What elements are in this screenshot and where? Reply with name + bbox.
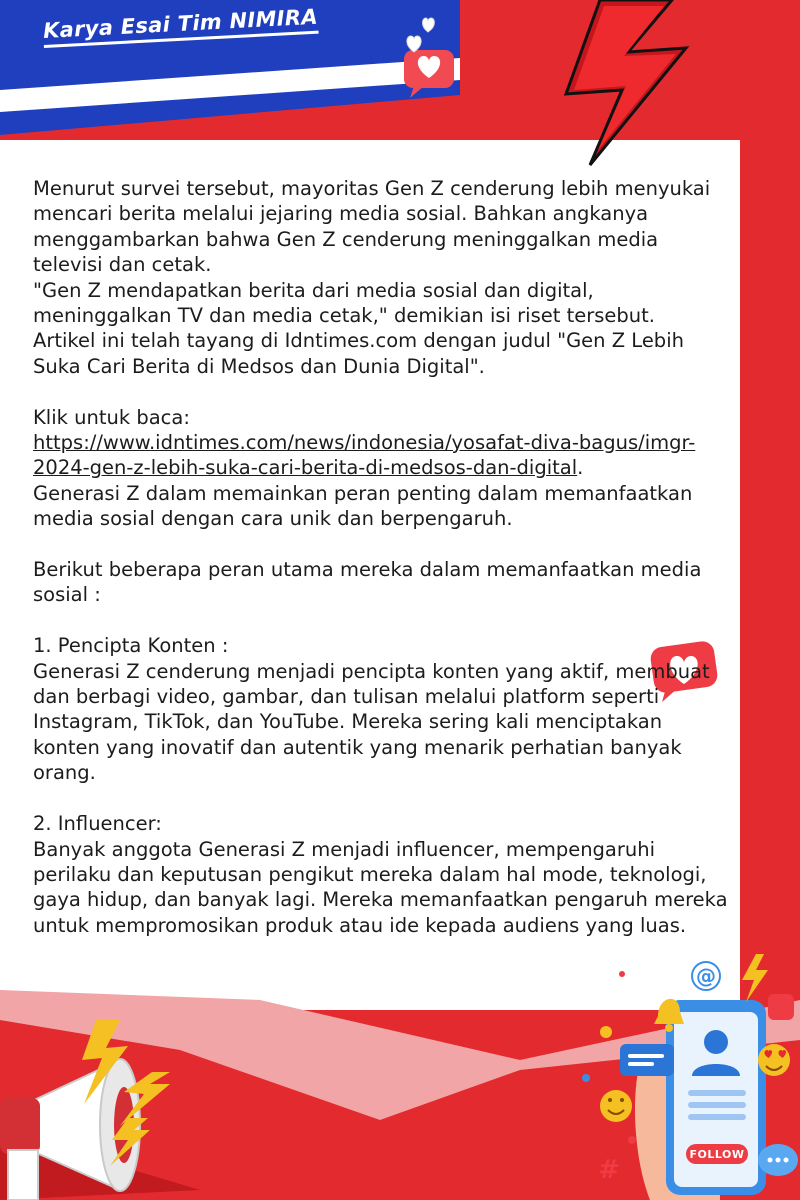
link-suffix: . [577, 456, 584, 480]
avatar-icon [704, 1030, 728, 1054]
paragraph-role: Generasi Z dalam memainkan peran penting dalam memanfaatkan media sosial dengan cara unik dan berpengaruh. [33, 481, 693, 531]
smile-emoji-icon [600, 1090, 632, 1122]
paragraph-survey: Menurut survei tersebut, mayoritas Gen Z cenderung lebih menyukai mencari berita melalui jejaring media sosial. Bahkan angkanya menggambarkan bahwa Gen Z cenderung meninggalkan media televisi dan cetak. [33, 177, 711, 277]
heart-eyes-emoji-icon [758, 1044, 790, 1076]
item2-heading: 2. Influencer: [33, 812, 162, 836]
item1-heading: 1. Pencipta Konten : [33, 634, 229, 658]
megaphone-icon [0, 1020, 210, 1200]
item2-body: Banyak anggota Generasi Z menjadi influencer, mempengaruhi perilaku dan keputusan pengikut mereka dalam hal mode, teknologi, gaya hidup, dan banyak lagi. Mereka memanfaatkan pengaruh mereka untuk mempromosikan produk atau ide kepada audiens yang luas. [33, 837, 728, 937]
social-media-phone-illustration [570, 950, 800, 1200]
small-lightning-icon [742, 954, 768, 1002]
read-label: Klik untuk baca: [33, 405, 190, 429]
item1-body: Generasi Z cenderung menjadi pencipta konten yang aktif, membuat dan berbagi video, gambar, dan tulisan melalui platform seperti Instagram, TikTok, dan YouTube. Mereka sering kali menciptakan konten yang inovatif dan autentik yang menarik perhatian banyak orang. [33, 659, 710, 785]
source-link-line [33, 430, 733, 481]
page-title: Karya Esai Tim NIMIRA [42, 4, 318, 48]
paragraph-quote: "Gen Z mendapatkan berita dari media sosial dan digital, meninggalkan TV dan media cetak," demikian isi riset tersebut. [33, 278, 655, 328]
thumbs-up-icon [768, 994, 794, 1020]
essay-content [33, 176, 733, 938]
at-icon: @ [696, 964, 716, 988]
follow-button-label: FOLLOW [689, 1148, 745, 1161]
chat-bubble-icon [620, 1044, 674, 1076]
hashtag-icon: # [598, 1155, 620, 1185]
paragraph-roles-intro: Berikut beberapa peran utama mereka dalam memanfaatkan media sosial : [33, 558, 702, 607]
source-link[interactable]: https://www.idntimes.com/news/indonesia/yosafat-diva-bagus/imgr-2024-gen-z-lebih-suka-cari-berita-di-medsos-dan-digital [33, 431, 696, 480]
paragraph-source: Artikel ini telah tayang di Idntimes.com dengan judul "Gen Z Lebih Suka Cari Berita di Medsos dan Dunia Digital". [33, 329, 684, 378]
heart-notification-icon [396, 8, 466, 98]
